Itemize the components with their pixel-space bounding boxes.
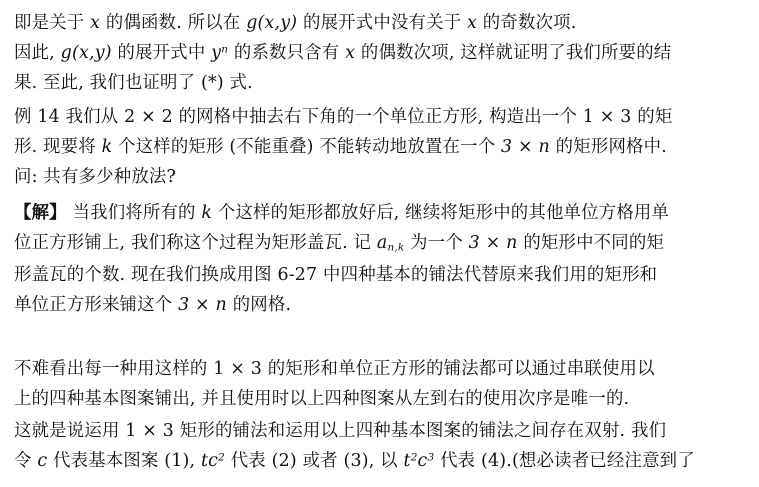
text: 矩形的铺法和运用以上四种基本图案的铺法之间存在双射. 我们 (179, 421, 667, 441)
text: 当我们将所有的 (72, 203, 196, 223)
text: 的矩形中不同的矩 (523, 233, 665, 253)
text: 问: 共有多少种放法? (14, 167, 177, 187)
text: 即是关于 (14, 13, 85, 33)
math-expr: g(x,y) (60, 43, 112, 63)
math-expr: 3 × n (501, 137, 550, 157)
sub-base: a (376, 233, 388, 253)
text-line-14 (14, 448, 749, 474)
text: 的网格中抽去右下角的一个单位正方形, 构造出一个 (178, 107, 578, 127)
text: 上的四种基本图案铺出, 并且使用时以上四种图案从左到右的使用次序是唯一的. (14, 389, 630, 409)
text: 形盖瓦的个数. 现在我们换成用图 6-27 中四种基本的铺法代替原来我们用的矩形和 (14, 265, 658, 285)
text: 代表 (4).(想必读者已经注意到了 (440, 451, 695, 471)
power-exponent: 2 (218, 451, 225, 464)
math-var: c (37, 451, 48, 471)
text: 单位正方形来铺这个 (14, 295, 173, 315)
text-line-9 (14, 262, 749, 288)
math-power (211, 43, 228, 63)
math-var: k (201, 203, 213, 223)
text: 个这样的矩形 (不能重叠) 不能转动地放置在一个 (118, 137, 496, 157)
text-line-8 (14, 230, 749, 256)
power-exponent: 2 (410, 451, 418, 464)
power-base: c (417, 451, 428, 471)
math-power (404, 451, 435, 471)
text: 果. 至此, 我们也证明了 (*) 式. (14, 73, 253, 93)
text-line-2 (14, 40, 749, 66)
text: 代表 (2) 或者 (3), 以 (230, 451, 398, 471)
text: 的偶函数. 所以在 (105, 13, 241, 33)
solution-label: 【解】 (14, 203, 67, 223)
text-line-4 (14, 104, 749, 130)
example-label: 例 14 我们从 (14, 107, 119, 127)
text-line-13 (14, 418, 749, 444)
text: 的矩形和单位正方形的铺法都可以通过串联使用以 (267, 359, 655, 379)
sub-index: n,k (387, 241, 405, 254)
math-expr: 2 × 2 (124, 107, 173, 127)
text: 为一个 (410, 233, 463, 253)
text: 因此, (14, 43, 55, 63)
text-line-10 (14, 292, 749, 318)
text-line-6 (14, 164, 749, 190)
math-expr: 1 × 3 (125, 421, 175, 441)
text: 的展开式中没有关于 (302, 13, 462, 33)
text: 的奇数次项. (482, 13, 577, 33)
text: 不难看出每一种用这样的 (14, 359, 208, 379)
power-exponent: n (221, 43, 229, 56)
text-line-11 (14, 356, 749, 382)
text-line-1 (14, 10, 749, 36)
text: 代表基本图案 (1), (53, 451, 196, 471)
text: 令 (14, 451, 32, 471)
text-line-5 (14, 134, 749, 160)
text: 的矩形网格中. (555, 137, 667, 157)
power-base: y (211, 43, 222, 63)
power-base: tc (200, 451, 219, 471)
math-var: x (345, 43, 356, 63)
text-line-7 (14, 200, 749, 226)
power-base: t (403, 451, 411, 471)
power-exponent: 3 (427, 451, 435, 464)
text: 位正方形铺上, 我们称这个过程为矩形盖瓦. 记 (14, 233, 372, 253)
math-power (201, 451, 225, 471)
text: 个这样的矩形都放好后, 继续将矩形中的其他单位方格用单 (217, 203, 670, 223)
math-var: x (467, 13, 478, 33)
math-expr: 3 × n (178, 295, 227, 315)
text-line-3 (14, 70, 749, 96)
math-expr: 1 × 3 (213, 359, 262, 379)
text: 的系数只含有 (233, 43, 340, 63)
math-expr: 1 × 3 (582, 107, 632, 127)
text: 的展开式中 (117, 43, 206, 63)
text: 这就是说运用 (14, 421, 120, 441)
math-var: x (90, 13, 101, 33)
text: 的偶数次项, 这样就证明了我们所要的结 (360, 43, 672, 63)
math-subscript-term (377, 233, 405, 253)
text: 的矩 (637, 107, 673, 127)
text: 的网格. (232, 295, 292, 315)
math-expr: 3 × n (468, 233, 518, 253)
text-line-12 (14, 386, 749, 412)
math-expr: g(x,y) (246, 13, 298, 33)
math-var: k (101, 137, 113, 157)
text: 形. 现要将 (14, 137, 96, 157)
